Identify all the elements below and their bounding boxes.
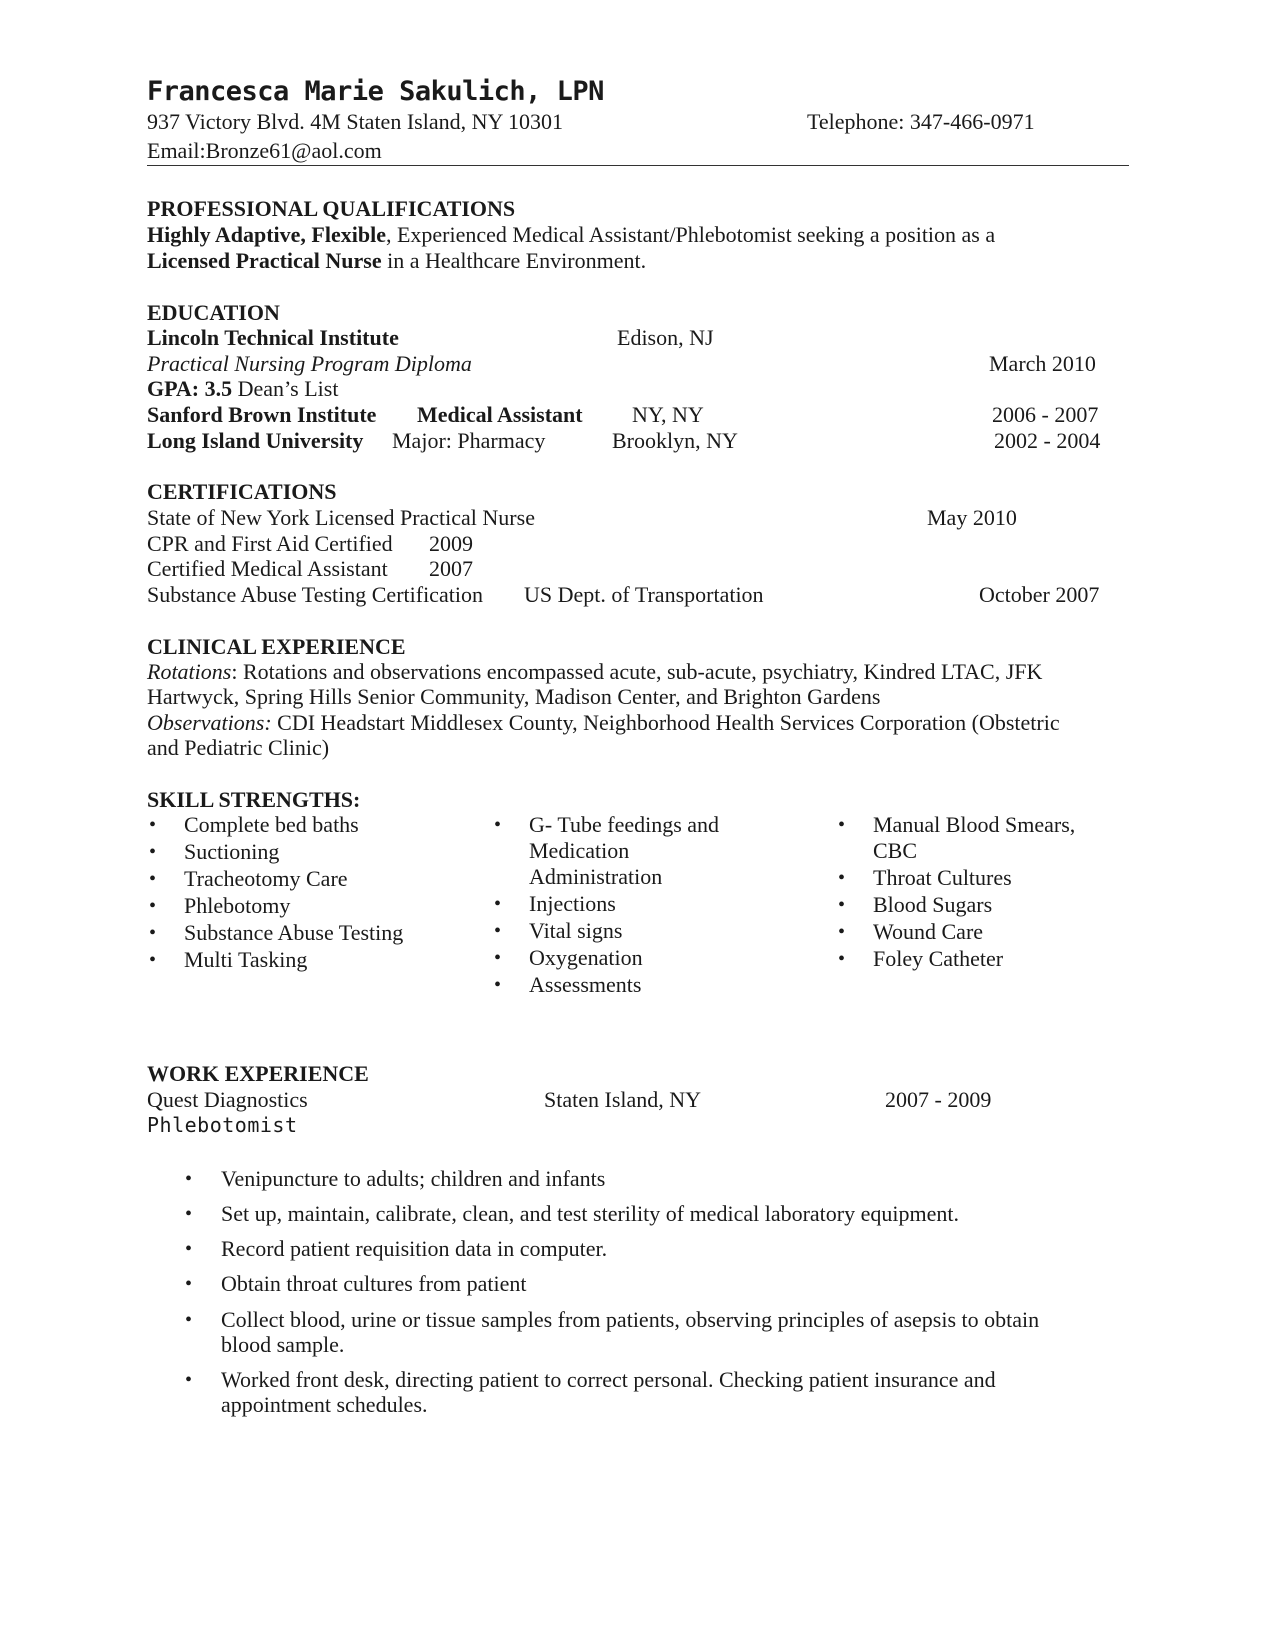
work-duty: Venipuncture to adults; children and infants xyxy=(221,1166,606,1191)
observations-line-1 xyxy=(147,712,1060,734)
work-employer: Quest Diagnostics xyxy=(147,1087,308,1112)
qualifications-line-1 xyxy=(147,224,995,246)
liu-location: Brooklyn, NY xyxy=(612,428,738,453)
lincoln-location: Edison, NJ xyxy=(617,325,714,350)
cert-substance-date: October 2007 xyxy=(979,582,1100,607)
cert-substance: Substance Abuse Testing Certification xyxy=(147,582,483,607)
rotations-text-1: : Rotations and observations encompassed acute, sub-acute, psychiatry, Kindred LTAC, JFK xyxy=(231,659,1043,684)
bullet-icon: • xyxy=(149,868,157,890)
sanford-location: NY, NY xyxy=(632,402,704,427)
cert-cma-date: 2007 xyxy=(429,556,473,581)
cert-lpn: State of New York Licensed Practical Nurse xyxy=(147,505,535,530)
skill-item: G- Tube feedings and xyxy=(529,812,720,837)
skill-item: Suctioning xyxy=(184,839,280,864)
cert-substance-issuer: US Dept. of Transportation xyxy=(524,582,764,607)
bullet-icon: • xyxy=(494,920,502,942)
lincoln-date: March 2010 xyxy=(989,351,1096,376)
bullet-icon: • xyxy=(838,921,846,943)
work-duty: Worked front desk, directing patient to correct personal. Checking patient insurance and xyxy=(221,1367,996,1392)
skill-item: Oxygenation xyxy=(529,945,643,970)
rotations-label: Rotations xyxy=(147,659,232,684)
qualifications-text-2: in a Healthcare Environment. xyxy=(381,248,647,273)
bullet-icon: • xyxy=(185,1203,193,1225)
skill-item: Vital signs xyxy=(529,918,623,943)
bullet-icon: • xyxy=(149,814,157,836)
work-duty: Collect blood, urine or tissue samples from patients, observing principles of asepsis to obtain xyxy=(221,1307,1040,1332)
skill-item-continued: Medication xyxy=(529,838,630,863)
bullet-icon: • xyxy=(838,948,846,970)
skills-heading: SKILL STRENGTHS: xyxy=(147,787,361,812)
bullet-icon: • xyxy=(185,1369,193,1391)
work-dates: 2007 - 2009 xyxy=(885,1087,992,1112)
bullet-icon: • xyxy=(494,893,502,915)
sanford-date: 2006 - 2007 xyxy=(992,402,1099,427)
bullet-icon: • xyxy=(185,1309,193,1331)
skill-item: Blood Sugars xyxy=(873,892,993,917)
bullet-icon: • xyxy=(838,867,846,889)
skill-item: Throat Cultures xyxy=(873,865,1012,890)
observations-text-1: CDI Headstart Middlesex County, Neighborhood Health Services Corporation (Obstetric xyxy=(271,710,1060,735)
cert-cpr: CPR and First Aid Certified xyxy=(147,531,393,556)
bullet-icon: • xyxy=(494,814,502,836)
qualifications-bold-1: Highly Adaptive, Flexible xyxy=(147,222,386,247)
sanford-program: Medical Assistant xyxy=(417,402,583,427)
bullet-icon: • xyxy=(494,974,502,996)
work-duty: Record patient requisition data in computer. xyxy=(221,1236,608,1261)
work-duty-continued: blood sample. xyxy=(221,1332,345,1357)
rotations-line-2: Hartwyck, Spring Hills Senior Community, Madison Center, and Brighton Gardens xyxy=(147,684,881,709)
header-divider xyxy=(147,165,1129,166)
bullet-icon: • xyxy=(149,949,157,971)
skill-item-continued: Administration xyxy=(529,864,663,889)
skill-item: Substance Abuse Testing xyxy=(184,920,404,945)
bullet-icon: • xyxy=(185,1273,193,1295)
bullet-icon: • xyxy=(838,894,846,916)
work-duty: Set up, maintain, calibrate, clean, and test sterility of medical laboratory equipment. xyxy=(221,1201,959,1226)
lincoln-school: Lincoln Technical Institute xyxy=(147,325,399,350)
skill-item: Assessments xyxy=(529,972,642,997)
qualifications-line-2 xyxy=(147,250,646,272)
skill-item: Complete bed baths xyxy=(184,812,359,837)
lincoln-program: Practical Nursing Program Diploma xyxy=(147,351,472,376)
bullet-icon: • xyxy=(185,1238,193,1260)
work-heading: WORK EXPERIENCE xyxy=(147,1061,369,1086)
qualifications-text-1: , Experienced Medical Assistant/Phlebotomist seeking a position as a xyxy=(385,222,996,247)
skill-item: Phlebotomy xyxy=(184,893,291,918)
clinical-heading: CLINICAL EXPERIENCE xyxy=(147,634,406,659)
work-duty: Obtain throat cultures from patient xyxy=(221,1271,527,1296)
liu-program: Major: Pharmacy xyxy=(392,428,546,453)
telephone: Telephone: 347-466-0971 xyxy=(807,109,1035,134)
rotations-line-1 xyxy=(147,661,1042,683)
skill-item-continued: CBC xyxy=(873,838,918,863)
skill-item: Wound Care xyxy=(873,919,984,944)
bullet-icon: • xyxy=(149,895,157,917)
qualifications-heading: PROFESSIONAL QUALIFICATIONS xyxy=(147,196,516,221)
bullet-icon: • xyxy=(149,922,157,944)
gpa-line xyxy=(147,378,338,400)
liu-date: 2002 - 2004 xyxy=(994,428,1101,453)
observations-label: Observations: xyxy=(147,710,272,735)
cert-lpn-date: May 2010 xyxy=(927,505,1017,530)
sanford-school: Sanford Brown Institute xyxy=(147,402,377,427)
bullet-icon: • xyxy=(185,1168,193,1190)
work-title: Phlebotomist xyxy=(147,1113,298,1137)
work-location: Staten Island, NY xyxy=(544,1087,702,1112)
certifications-heading: CERTIFICATIONS xyxy=(147,479,337,504)
qualifications-bold-2: Licensed Practical Nurse xyxy=(147,248,382,273)
skill-item: Injections xyxy=(529,891,616,916)
address: 937 Victory Blvd. 4M Staten Island, NY 10301 xyxy=(147,109,564,134)
resume-name: Francesca Marie Sakulich, LPN xyxy=(147,76,604,107)
skill-item: Foley Catheter xyxy=(873,946,1004,971)
bullet-icon: • xyxy=(838,814,846,836)
cert-cpr-date: 2009 xyxy=(429,531,473,556)
skill-item: Tracheotomy Care xyxy=(184,866,348,891)
liu-school: Long Island University xyxy=(147,428,364,453)
bullet-icon: • xyxy=(494,947,502,969)
education-heading: EDUCATION xyxy=(147,300,280,325)
cert-cma: Certified Medical Assistant xyxy=(147,556,388,581)
skill-item: Manual Blood Smears, xyxy=(873,812,1076,837)
gpa-label: GPA: 3.5 xyxy=(147,376,233,401)
work-duty-continued: appointment schedules. xyxy=(221,1392,428,1417)
gpa-note: Dean’s List xyxy=(232,376,339,401)
observations-line-2: and Pediatric Clinic) xyxy=(147,735,330,760)
email: Email:Bronze61@aol.com xyxy=(147,138,382,163)
bullet-icon: • xyxy=(149,841,157,863)
skill-item: Multi Tasking xyxy=(184,947,308,972)
